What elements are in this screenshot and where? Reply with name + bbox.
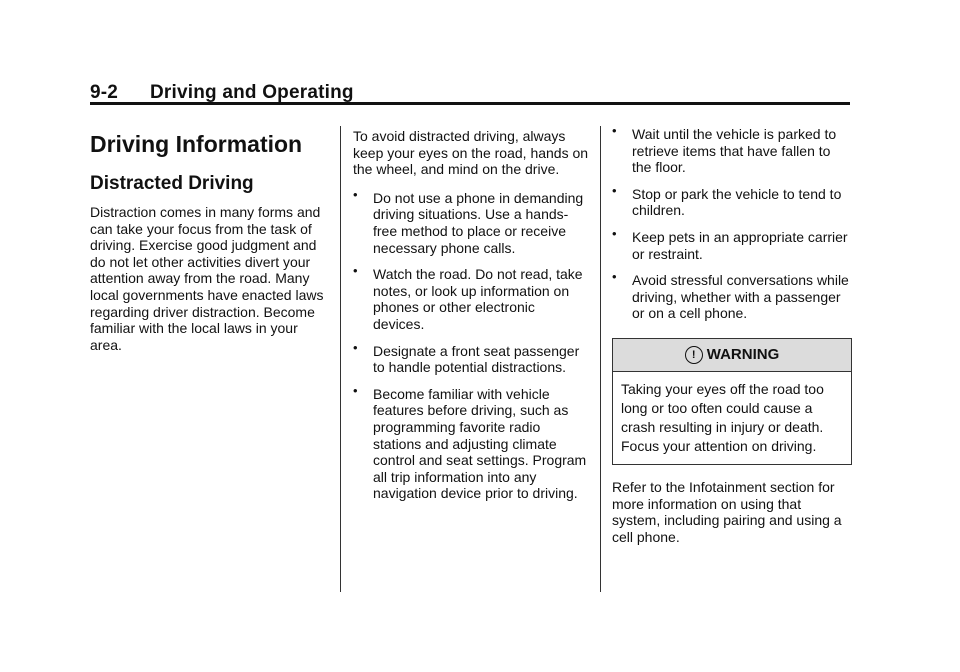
warning-box [612, 338, 852, 465]
bullet-list [612, 126, 852, 322]
list-item: • Designate a front seat passenger to handle potential distractions. [353, 343, 589, 376]
closing-paragraph: Refer to the Infotainment section for more information on using that system, including pairing and using a cell phone. [612, 478, 842, 545]
section-title: Driving and Operating [150, 82, 354, 103]
list-item: • Stop or park the vehicle to tend to children. [612, 186, 852, 219]
list-item: • Wait until the vehicle is parked to retrieve items that have fallen to the floor. [612, 126, 852, 176]
bullet-list [353, 190, 589, 502]
warning-circle-icon: ! [685, 346, 703, 364]
subsection-title: Distracted Driving [90, 173, 254, 194]
column-3 [612, 126, 852, 545]
column-2 [353, 128, 589, 502]
page-header [90, 82, 850, 104]
intro-paragraph: To avoid distracted driving, always keep your eyes on the road, hands on the wheel, and mind on the drive. [353, 128, 589, 178]
list-item: • Become familiar with vehicle features before driving, such as programming favorite radio stations and adjusting climate control and seat settings. Program all trip information into any navigation device prior to driving. [353, 386, 589, 502]
list-item: • Avoid stressful conversations while driving, whether with a passenger or on a cell phone. [612, 272, 852, 322]
warning-title: WARNING [706, 345, 780, 363]
column-divider [340, 126, 341, 592]
warning-body: Taking your eyes off the road too long or too often could cause a crash resulting in injury or death. Focus your attention on driving. [621, 380, 824, 454]
header-rule [90, 102, 850, 105]
list-item: • Keep pets in an appropriate carrier or restraint. [612, 229, 852, 262]
page-title: Driving Information [90, 131, 303, 157]
warning-header [613, 339, 851, 372]
body-paragraph: Distraction comes in many forms and can take your focus from the task of driving. Exercise good judgment and do not let other activities divert your attention away from the road. Many local governments have enacted laws regarding driver distraction. Become familiar with the local laws in your area. [90, 204, 324, 353]
list-item: • Watch the road. Do not read, take notes, or look up information on phones or other electronic devices. [353, 266, 589, 332]
list-item: • Do not use a phone in demanding driving situations. Use a hands-free method to place or receive necessary phone calls. [353, 190, 589, 256]
column-1 [90, 128, 330, 353]
page-number: 9-2 [90, 82, 119, 103]
column-divider [600, 126, 601, 592]
